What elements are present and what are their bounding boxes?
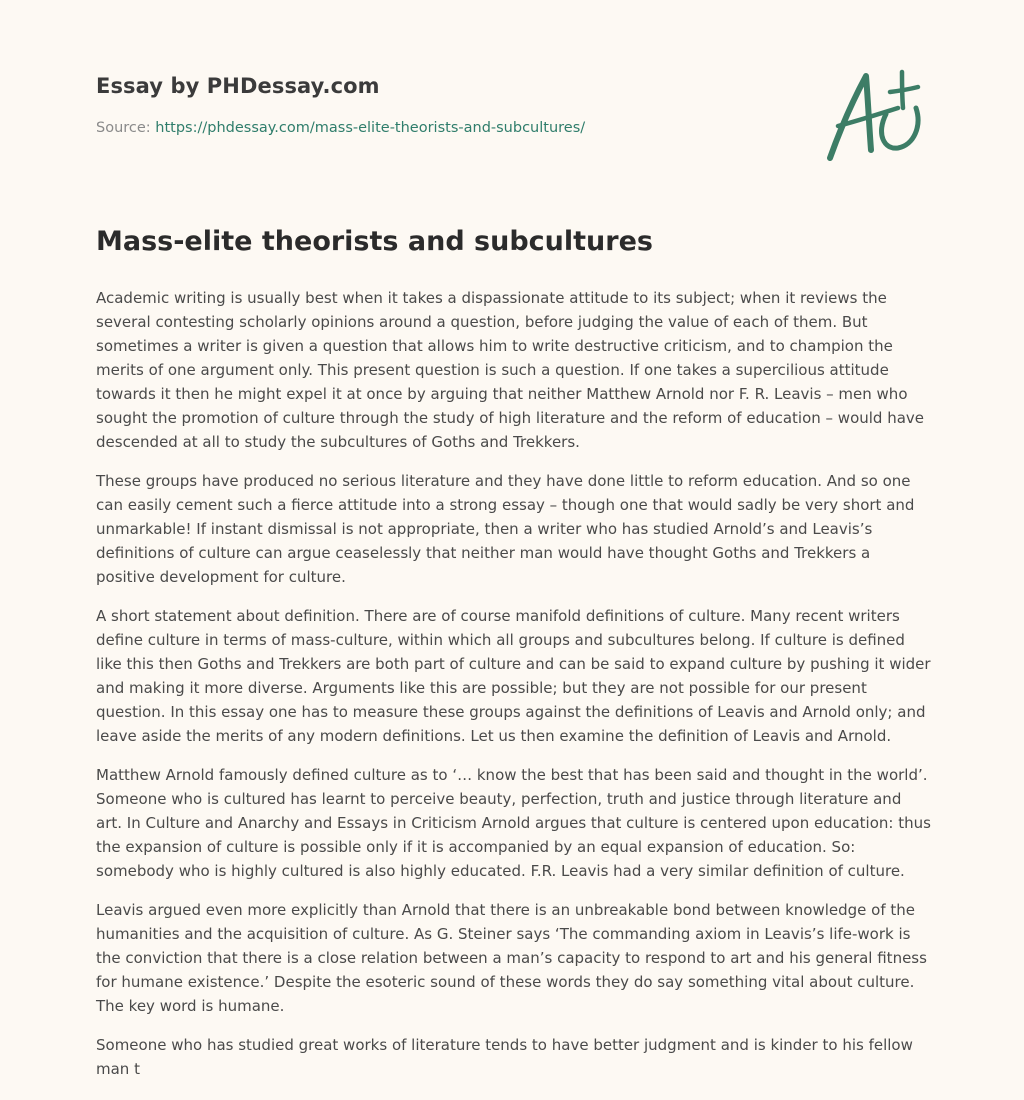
source-line xyxy=(96,120,796,136)
essay-body xyxy=(96,286,932,1096)
essay-paragraph: A short statement about definition. There are of course manifold definitions of culture. Many recent writers define culture in terms of mass-culture, within which all groups and subcultures belong. If culture is defined like this then Goths and Trekkers are both part of culture and can be said to expand culture by pushing it wider and making it more diverse. Arguments like this are possible; but they are not possible for our present question. In this essay one has to measure these groups against the definitions of Leavis and Arnold only; and leave aside the merits of any modern definitions. Let us then examine the definition of Leavis and Arnold. xyxy=(96,607,931,745)
essay-paragraph: Someone who has studied great works of literature tends to have better judgment and is kinder to his fellow man t xyxy=(96,1036,913,1078)
essay-paragraph: Leavis argued even more explicitly than Arnold that there is an unbreakable bond between knowledge of the humanities and the acquisition of culture. As G. Steiner says ‘The commanding axiom in Leavis’s life-work is the conviction that there is a close relation between a man’s capacity to respond to art and his general fitness for humane existence.’ Despite the esoteric sound of these words they do say something vital about culture. The key word is humane. xyxy=(96,901,927,1015)
header xyxy=(96,74,796,136)
a-plus-grade-icon xyxy=(818,66,930,166)
essay-paragraph: Academic writing is usually best when it takes a dispassionate attitude to its subject; when it reviews the several contesting scholarly opinions around a question, before judging the value of each of them. But sometimes a writer is given a question that allows him to write destructive criticism, and to champion the merits of one argument only. This present question is such a question. If one takes a supercilious attitude towards it then he might expel it at once by arguing that neither Matthew Arnold nor F. R. Leavis – men who sought the promotion of culture through the study of high literature and the reform of education – would have descended at all to study the subcultures of Goths and Trekkers. xyxy=(96,289,925,451)
source-label: Source: xyxy=(96,120,156,136)
source-link[interactable]: https://phdessay.com/mass-elite-theorists-and-subcultures/ xyxy=(155,120,586,136)
site-brand: Essay by PHDessay.com xyxy=(96,74,380,98)
essay-paragraph: These groups have produced no serious literature and they have done little to reform education. And so one can easily cement such a fierce attitude into a strong essay – though one that would sadly be very short and unmarkable! If instant dismissal is not appropriate, then a writer who has studied Arnold’s and Leavis’s definitions of culture can argue ceaselessly that neither man would have thought Goths and Trekkers a positive development for culture. xyxy=(96,472,915,586)
essay-paragraph: Matthew Arnold famously defined culture as to ‘… know the best that has been said and thought in the world’. Someone who is cultured has learnt to perceive beauty, perfection, truth and justice through literature and art. In Culture and Anarchy and Essays in Criticism Arnold argues that culture is centered upon education: thus the expansion of culture is possible only if it is accompanied by an equal expansion of education. So: somebody who is highly cultured is also highly educated. F.R. Leavis had a very similar definition of culture. xyxy=(96,766,931,880)
essay-title: Mass-elite theorists and subcultures xyxy=(96,226,653,257)
